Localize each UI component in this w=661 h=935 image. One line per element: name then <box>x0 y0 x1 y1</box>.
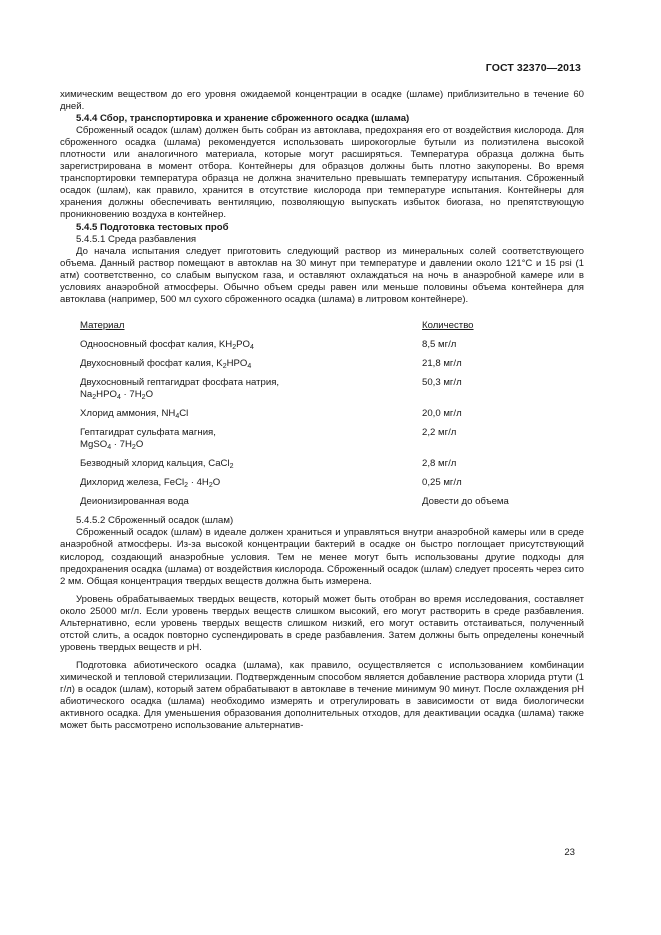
subsection-5452-paragraph-2: Уровень обрабатываемых твердых веществ, который может быть отобран во время исследования, составляет около 25000 мг/л. Если уровень твердых веществ слишком высокий, его могут растворить в среде разбавления. Альтернативно, если уровень твердых веществ слишком низкий, его могут оставить отстаиваться, полученный отстой слить, а осадок повторно суспендировать в среде разбавления. Затем должны быть определены конечный уровень твердых веществ и pH. <box>60 593 584 653</box>
table-row <box>80 477 520 496</box>
material-text: Одноосновный фосфат калия, KH <box>80 338 233 350</box>
table-row <box>80 358 520 377</box>
subsection-title-5452: 5.4.5.2 Сброженный осадок (шлам) <box>76 515 234 527</box>
subscript: 2 <box>141 394 146 402</box>
material-cell <box>80 408 422 427</box>
table-row <box>80 408 520 427</box>
section-heading-544: 5.4.4 Сбор, транспортировка и хранение сброженного осадка (шлама) <box>76 113 410 125</box>
subsection-5452-paragraph-1: Сброженный осадок (шлам) в идеале должен храниться и управляться внутри анаэробной камеры или в среде анаэробной атмосферы. Из-за высокой концентрации бактерий в осадке он быстро поглощает присутствующий кислород, создающий анаэробные условия. Тем не менее могут быть использованы другие подходы для предохранения осадка (шлама) от воздействия кислорода. Сброженный осадок (шлам) следует просеять через сито 2 мм. Общая концентрация твердых веществ должна быть измерена. <box>60 527 584 587</box>
material-text: · 4H <box>188 477 209 489</box>
section-544-body: Сброженный осадок (шлам) должен быть собран из автоклава, предохраняя его от воздействия кислорода. Для сброженного осадка (шлама) рекомендуется использовать широкогорлые бутыли из полиэтилена высокой плотности или аналогичного материала, которые могут расширяться. Температура образца должна быть зарегистрирована в момент отбора. Контейнеры для образцов должны быть плотно закупорены. Во время транспортировки температура образца не должна значительно превышать температуру испытания. Сброженный осадок (шлам), как правило, хранится в отсутствие кислорода при температуре испытания. Контейнеры для хранения должны обеспечивать вентиляцию, позволяющую выпускать избыток биогаза, но препятствующую проникновению воздуха в контейнер. <box>60 125 584 221</box>
subscript: 2 <box>229 463 234 471</box>
material-cell <box>80 339 422 358</box>
quantity-cell: 8,5 мг/л <box>422 338 457 350</box>
material-text: Деионизированная вода <box>80 496 189 508</box>
quantity-cell: 0,25 мг/л <box>422 477 462 489</box>
subsection-5451-body: До начала испытания следует приготовить следующий раствор из минеральных солей соответствующего объема. Данный раствор помещают в автоклав на 30 минут при температуре и давлении около 121°С и 15 psi (1 атм) соответственно, со слабым выпуском газа, и оставляют охлаждаться на ночь в анаэробной камере или в условиях анаэробной атмосферы. Обычно объем среды равен или меньше половины объема контейнера для автоклава (например, 500 мл сухого сброженного осадка (шлама) в литровом контейнере). <box>60 245 584 305</box>
quantity-cell: 2,2 мг/л <box>422 427 457 439</box>
subscript: 4 <box>116 394 121 402</box>
material-text: Хлорид аммония, NH <box>80 408 176 420</box>
material-text: Дихлорид железа, FeCl <box>80 477 185 489</box>
standard-header: ГОСТ 32370—2013 <box>485 62 581 74</box>
quantity-cell: Довести до объема <box>422 496 509 508</box>
table-row <box>80 339 520 358</box>
material-text: O <box>145 389 154 401</box>
continuation-paragraph: химическим веществом до его уровня ожидаемой концентрации в осадке (шламе) приблизительно в течение 60 дней. <box>60 89 584 113</box>
column-header-material: Материал <box>80 319 125 331</box>
table-header-row <box>80 320 520 339</box>
material-text: O <box>212 477 221 489</box>
subscript: 2 <box>222 362 227 370</box>
material-text: PO <box>236 338 251 350</box>
material-cell <box>80 477 422 496</box>
page-content <box>60 89 584 732</box>
subscript: 4 <box>250 343 254 351</box>
material-cell <box>80 377 422 408</box>
subscript: 2 <box>131 444 136 452</box>
material-text: Двухосновный гептагидрат фосфата натрия, <box>80 376 280 388</box>
subscript: 2 <box>208 482 213 490</box>
table-row <box>80 496 520 515</box>
material-cell <box>80 427 422 458</box>
subscript: 2 <box>184 482 189 490</box>
material-cell <box>80 458 422 477</box>
subsection-5452-paragraph-3: Подготовка абиотического осадка (шлама), как правило, осуществляется с использованием комбинации химической и тепловой стерилизации. Подтвержденным способом является добавление раствора хлорида ртути (1 г/л) в осадок (шлам), который затем обрабатывают в автоклаве в течение минимум 90 минут. После охлаждения pH абиотического осадка (шлама) необходимо измерять и отрегулировать в зависимости от вида биологически активного осадка. Для уменьшения образования дополнительных отходов, для деактивации осадка (шлама) также может быть рассмотрено использование альтернатив- <box>60 659 584 732</box>
material-text: Cl <box>179 408 189 420</box>
material-text: Na <box>80 389 93 401</box>
material-text: · 7H <box>111 439 132 451</box>
page-number: 23 <box>564 847 575 858</box>
quantity-cell: 21,8 мг/л <box>422 357 462 369</box>
material-text: MgSO <box>80 439 108 451</box>
table-row <box>80 458 520 477</box>
subscript: 4 <box>247 362 252 370</box>
material-text: HPO <box>96 389 117 401</box>
material-cell <box>80 496 422 515</box>
material-text: Двухосновный фосфат калия, K <box>80 357 223 369</box>
table-row <box>80 427 520 458</box>
quantity-cell: 2,8 мг/л <box>422 458 457 470</box>
subscript: 2 <box>232 343 237 351</box>
material-text: HPO <box>226 357 248 369</box>
table-row <box>80 377 520 408</box>
material-text: Безводный хлорид кальция, CaCl <box>80 458 230 470</box>
section-heading-545: 5.4.5 Подготовка тестовых проб <box>76 221 229 233</box>
materials-table <box>80 320 520 516</box>
subscript: 4 <box>175 413 180 421</box>
material-text: O <box>135 439 144 451</box>
subscript: 2 <box>92 394 97 402</box>
column-header-quantity: Количество <box>422 319 474 331</box>
material-text: · 7H <box>120 389 142 401</box>
subsection-title-5451: 5.4.5.1 Среда разбавления <box>76 233 197 245</box>
quantity-cell: 50,3 мг/л <box>422 376 462 388</box>
material-cell <box>80 358 422 377</box>
subscript: 4 <box>107 444 112 452</box>
quantity-cell: 20,0 мг/л <box>422 408 462 420</box>
material-text: Гептагидрат сульфата магния, <box>80 427 216 439</box>
